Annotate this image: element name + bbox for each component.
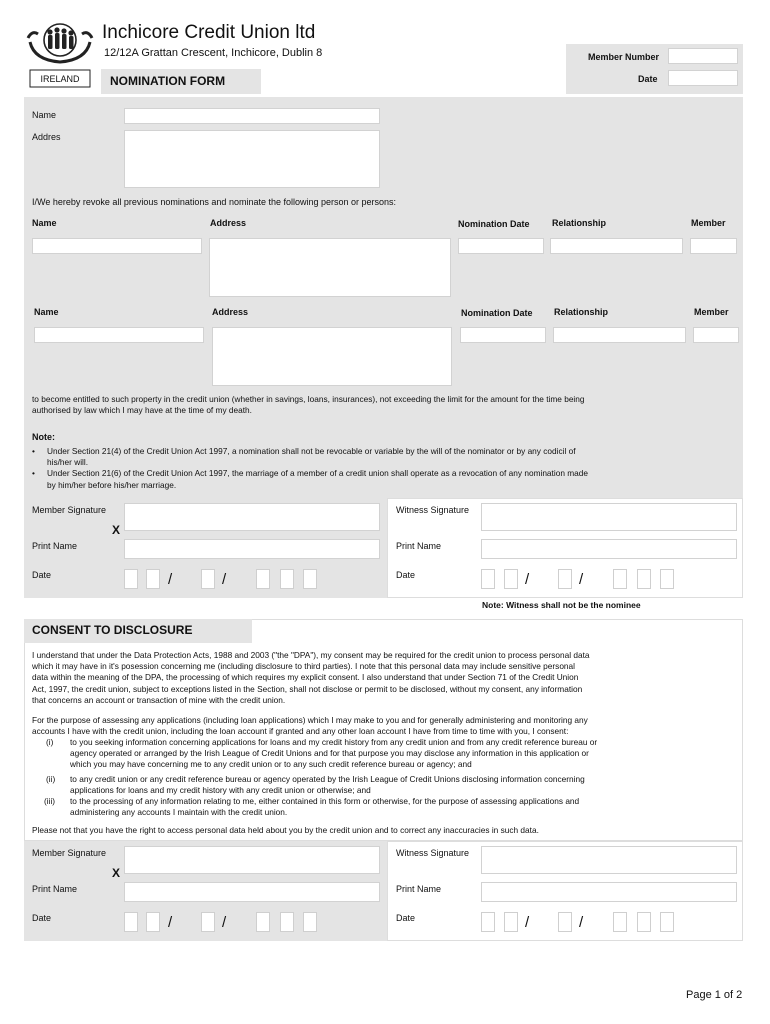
signature-x-mark-2: X [112,866,121,880]
witness-date-digit[interactable] [637,912,651,932]
signature-x-mark-1: X [112,523,121,537]
nominee2-relationship-header: Relationship [554,307,609,317]
nominee1-address-header: Address [210,218,247,228]
consent-line: I understand that under the Data Protection Acts, 1988 and 2003 ("the "DPA"), my consent may be required for the credit union to process personal data [32,650,590,660]
nominee2-date-field[interactable] [460,327,546,343]
nominee2-date-header: Nomination Date [461,308,533,318]
nominee1-name-field[interactable] [32,238,202,254]
nominee1-relationship-field[interactable] [550,238,683,254]
nominee2-address-field[interactable] [212,327,452,386]
witness-date-digit[interactable] [613,912,627,932]
note-line: Under Section 21(4) of the Credit Union Act 1997, a nomination shall not be revocable or variable by the will of the nominator or by any codicil of [47,446,576,456]
nominee2-member-header: Member [694,307,729,317]
witness-print-name-field-2[interactable] [481,882,737,902]
consent-line: administering any accounts I maintain with the credit union. [70,807,288,818]
witness-signature-field-1[interactable] [481,503,737,531]
witness-date-digit[interactable] [481,912,495,932]
consent-list [32,737,597,818]
logo-text: IRELAND [40,74,80,84]
header-date-field[interactable] [668,70,738,86]
note-line: by him/her before his/her marriage. [47,479,177,490]
date-slash: / [525,914,530,931]
member-date-digit[interactable] [303,912,317,932]
member-signature-label-1: Member Signature [32,505,107,515]
credit-union-logo [24,18,96,90]
member-name-field[interactable] [124,108,380,124]
note-list [32,446,588,491]
nominee1-name-header: Name [32,218,57,228]
nominee2-name-field[interactable] [34,327,204,343]
member-date-digit[interactable] [280,912,294,932]
witness-signature-field-2[interactable] [481,846,737,874]
consent-paragraph-3: Please not that you have the right to access personal data held about you by the credit union and to correct any inaccuracies in such data. [32,825,539,835]
witness-date-digit[interactable] [504,569,518,589]
member-name-label: Name [32,110,57,120]
consent-item-number: (ii) [46,773,56,784]
date-slash: / [579,914,584,931]
witness-date-digit[interactable] [637,569,651,589]
witness-date-digit[interactable] [504,912,518,932]
nominee1-member-header: Member [691,218,726,228]
witness-signature-label-1: Witness Signature [396,505,470,515]
nominee1-relationship-header: Relationship [552,218,607,228]
member-print-name-label-2: Print Name [32,884,78,894]
revoke-text: I/We hereby revoke all previous nominations and nominate the following person or persons: [32,197,397,207]
entitlement-text [32,394,585,416]
witness-date-label-1: Date [396,570,416,580]
member-print-name-field-2[interactable] [124,882,380,902]
date-slash: / [168,914,173,931]
consent-item [32,796,597,818]
date-slash: / [222,571,227,588]
nominee1-address-field[interactable] [209,238,451,297]
date-slash: / [525,571,530,588]
member-date-digit[interactable] [303,569,317,589]
org-name: Inchicore Credit Union ltd [102,22,316,43]
member-date-digit[interactable] [146,912,160,932]
witness-date-digit[interactable] [558,569,572,589]
org-address: 12/12A Grattan Crescent, Inchicore, Dublin 8 [104,47,323,59]
consent-line: For the purpose of assessing any applications (including loan applications) which I may make to you and for generally administering and monitoring any [32,715,588,725]
nominee2-address-header: Address [212,307,249,317]
consent-line: accounts I have with the credit union, including the loan account if granted and any other loan account I have from time to time with you, I consent: [32,726,569,737]
witness-date-digit[interactable] [558,912,572,932]
member-signature-field-1[interactable] [124,503,380,531]
consent-title: CONSENT TO DISCLOSURE [32,623,193,637]
consent-line: that concerns an account or transaction of mine with the credit union. [32,694,286,705]
member-address-field[interactable] [124,130,380,188]
member-date-digit[interactable] [201,569,215,589]
member-date-digit[interactable] [124,569,138,589]
member-signature-label-2: Member Signature [32,848,107,858]
member-print-name-field-1[interactable] [124,539,380,559]
page-number: Page 1 of 2 [686,989,743,1001]
nominee2-relationship-field[interactable] [553,327,686,343]
nominee1-date-header: Nomination Date [458,219,530,229]
consent-paragraph-1 [32,650,590,706]
consent-line: which it may have in it's posession concerning me (including disclosure to third parties). I note that this personal data may include sensitive personal [32,661,576,672]
consent-item-number: (iii) [44,796,56,807]
member-date-digit[interactable] [280,569,294,589]
consent-line: to any credit union or any credit reference bureau or agency operated by the Irish League of Credit Unions disclosing information concerning [70,773,585,784]
date-slash: / [168,571,173,588]
witness-note: Note: Witness shall not be the nominee [482,600,641,610]
member-date-digit[interactable] [256,912,270,932]
member-number-field[interactable] [668,48,738,64]
witness-date-digit[interactable] [481,569,495,589]
consent-item [32,737,597,771]
member-date-digit[interactable] [146,569,160,589]
member-address-label: Addres [32,132,61,142]
consent-paragraph-2 [32,715,588,737]
nominee1-date-field[interactable] [458,238,544,254]
nominee2-name-header: Name [34,307,59,317]
consent-line: Act, 1997, the credit union, subject to exceptions listed in the Section, shall not disclose or permit to be disclosed, without my consent, any information [32,683,583,694]
note-title: Note: [32,432,55,442]
witness-print-name-label-2: Print Name [396,884,442,894]
witness-date-label-2: Date [396,913,416,923]
member-date-label-2: Date [32,913,52,923]
witness-date-digit[interactable] [660,912,674,932]
member-date-digit[interactable] [201,912,215,932]
member-date-digit[interactable] [256,569,270,589]
entitlement-line: to become entitled to such property in the credit union (whether in savings, loans, insurances), not exceeding the limit for the amount for the time being [32,394,585,404]
witness-signature-label-2: Witness Signature [396,848,470,858]
consent-line: data within the meaning of the DPA, the processing of which requires my explicit consent. I also understand that under Section 71 of the Credit Union [32,672,579,683]
consent-item-number: (i) [46,737,54,747]
consent-line: applications for loans and my credit history with any credit union or otherwise; and [70,784,371,795]
consent-item [32,774,597,796]
member-date-digit[interactable] [124,912,138,932]
member-signature-field-2[interactable] [124,846,380,874]
consent-line: agency operated or arranged by the Irish League of Credit Unions and for that purpose you may disclose any information in this application or [70,748,589,759]
note-line: Under Section 21(6) of the Credit Union Act 1997, the marriage of a member of a credit union shall operate as a revocation of any nomination made [47,468,588,479]
consent-line: to you seeking information concerning applications for loans and my credit history from any credit union and from any credit reference bureau or [70,737,598,747]
nominee1-member-field[interactable] [690,238,737,254]
witness-date-digit[interactable] [613,569,627,589]
member-date-label-1: Date [32,570,52,580]
member-print-name-label-1: Print Name [32,541,78,551]
note-item: • Under Section 21(4) of the Credit Union Act 1997, a nomination shall not be revocable or variable by the will of the nominator or by any codicil of his/her will. [32,446,588,468]
date-slash: / [579,571,584,588]
header-date-label: Date [638,74,658,84]
note-item: • Under Section 21(6) of the Credit Union Act 1997, the marriage of a member of a credit union shall operate as a revocation of any nomination made by him/her before his/her marriage. [32,468,588,490]
witness-print-name-label-1: Print Name [396,541,442,551]
entitlement-line: authorised by law which I may have at the time of my death. [32,405,252,416]
nominee2-member-field[interactable] [693,327,739,343]
date-slash: / [222,914,227,931]
note-line: his/her will. [47,457,89,468]
consent-line: to the processing of any information relating to me, either contained in this form or otherwise, for the purpose of assessing applications and [70,796,580,807]
form-title: NOMINATION FORM [110,74,226,88]
witness-print-name-field-1[interactable] [481,539,737,559]
member-number-label: Member Number [588,52,660,62]
witness-date-digit[interactable] [660,569,674,589]
consent-line: which you may have concerning me to any credit union or to any such credit reference bureau or agency; and [70,759,472,770]
